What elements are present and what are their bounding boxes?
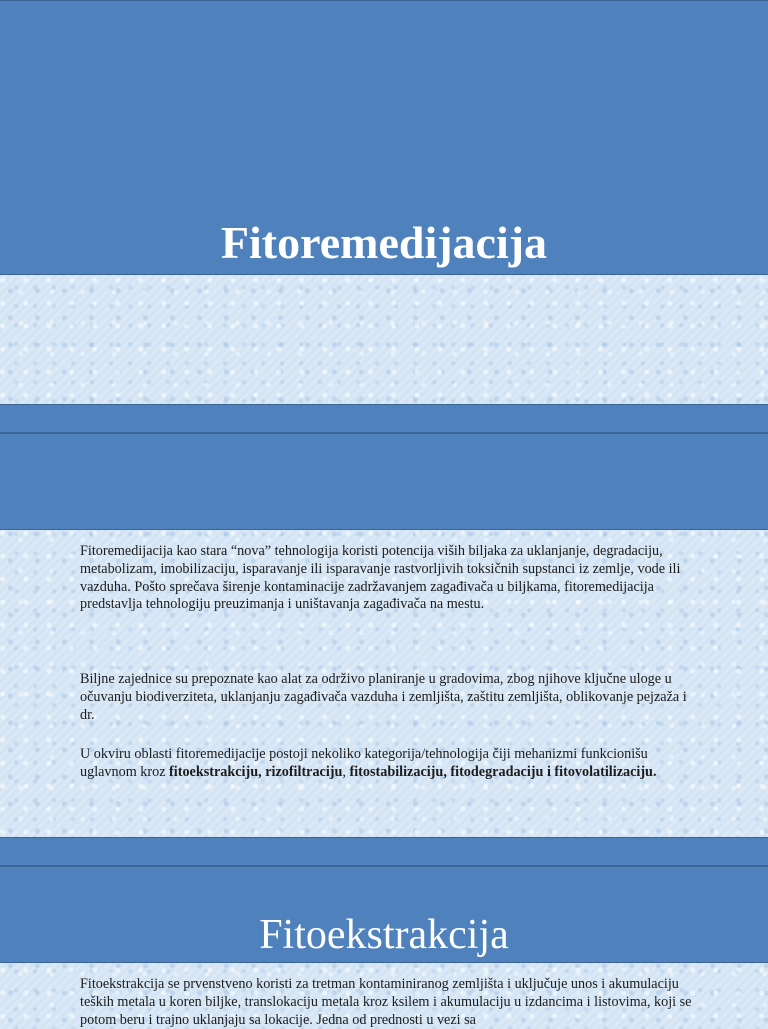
slide-title: Fitoremedijacija [220,217,548,268]
term-separator: , [342,763,350,780]
slide-divider-band [0,404,768,433]
slide-divider-band [0,837,768,866]
paragraph-text: Fitoekstrakcija se prvenstveno koristi za tretman kontaminiranog zemljišta i uključuje unos i akumulaciju teških metala u koren biljke, translokaciju metala kroz ksilem i akumulaciju u izdancima i listovima, koji se potom beru i trajno uklanjaju sa lokacije. Jedna od prednosti u vezi sa [80,976,692,1028]
term-fitodegradacija-fitovolatilizacija: fitodegradaciju i fitovolatilizaciju. [450,763,657,780]
paragraph-text [80,746,700,782]
paragraph-intro-text: U okviru oblasti fitoremedijacije postoji nekoliko kategorija/tehnologija čiji mehanizmi funkcionišu uglavnom kroz [80,746,648,780]
term-fitostabilizacija: fitostabilizaciju [349,763,444,780]
section-title: Fitoekstrakcija [259,912,509,958]
term-fitoekstrakcija: fitoekstrakciju [169,763,259,780]
fitoekstrakcija-paragraph [80,976,710,1029]
term-rizofiltracija: rizofiltraciju [265,763,343,780]
paragraph-text: Biljne zajednice su prepoznate kao alat za održivo planiranje u gradovima, zbog njihove ključne uloge u očuvanju biodiverziteta, uklanjanju zagađivača vazduha i zemljišta, zaštitu zemljišta, oblikovanje pejzaža i dr. [80,671,687,723]
urban-plants-paragraph [80,671,700,724]
slide-header-band [0,433,768,530]
term-separator: , [443,763,451,780]
term-separator: , [258,763,266,780]
intro-paragraph [80,543,700,614]
categories-paragraph [80,746,700,782]
paragraph-text: Fitoremedijacija kao stara “nova” tehnologija koristi potencija viših biljaka za uklanjanje, degradaciju, metabolizam, imobilizaciju, isparavanje ili isparavanje rastvorljivih toksičnih supstanci iz zemlje, vode ili vazduha. Pošto sprečava širenje kontaminacije zadržavanjem zagađivača u biljkama, fitoremedijacija predstavlja tehnologiju preuzimanja i uništavanja zagađivača na mestu. [80,543,681,613]
